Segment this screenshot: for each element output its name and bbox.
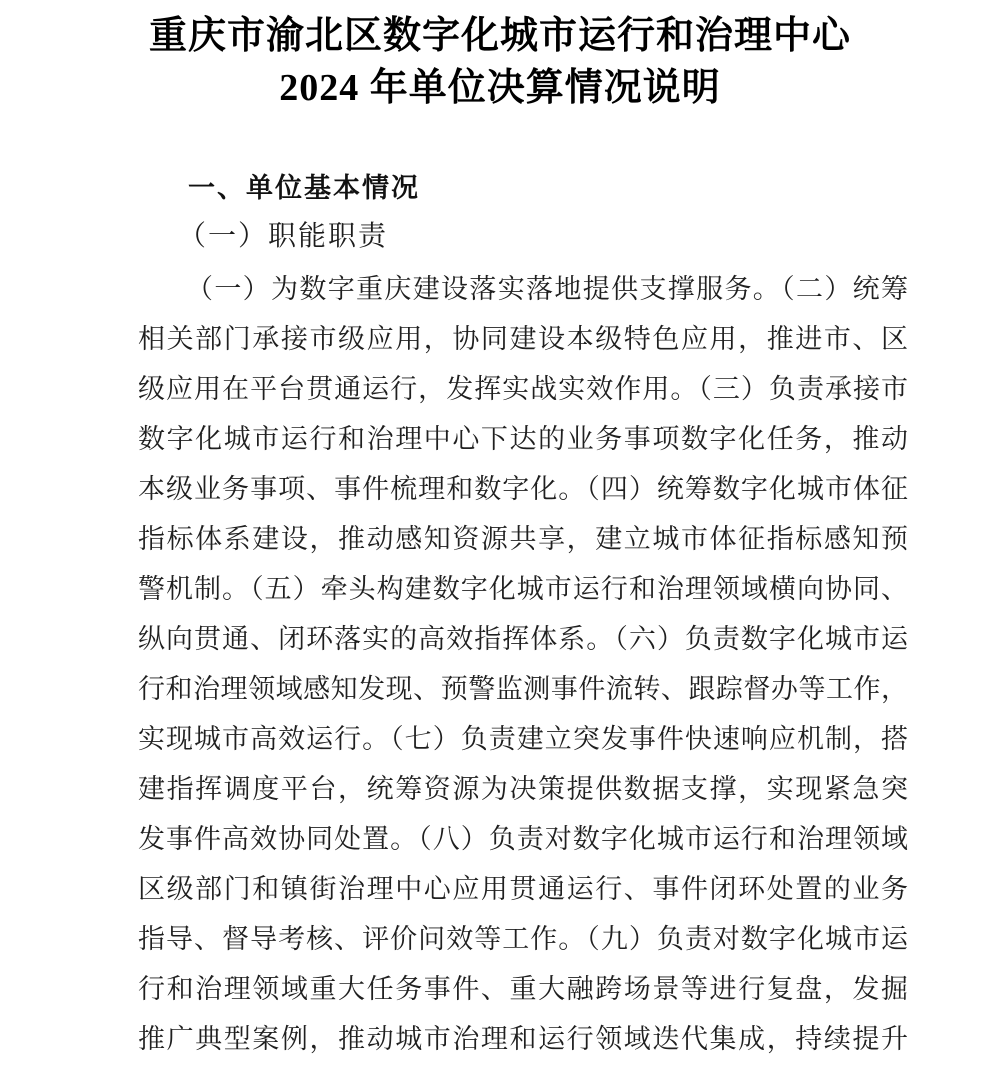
paragraph-line: 实现城市高效运行。（七）负责建立突发事件快速响应机制，搭 (138, 724, 908, 754)
document-title-line-2: 2024 年单位决算情况说明 (279, 67, 721, 109)
paragraph-line: 行和治理领域感知发现、预警监测事件流转、跟踪督办等工作， (138, 674, 908, 704)
document-title-line-1: 重庆市渝北区数字化城市运行和治理中心 (148, 15, 851, 57)
paragraph-line: 指标体系建设，推动感知资源共享，建立城市体征指标感知预 (138, 524, 908, 554)
document-body (138, 168, 908, 1064)
paragraph-line: 数字化城市运行和治理中心下达的业务事项数字化任务，推动 (138, 424, 908, 454)
subsection-heading-duties: （一）职能职责 (178, 221, 389, 252)
paragraph-line: 建指挥调度平台，统筹资源为决策提供数据支撑，实现紧急突 (138, 774, 908, 804)
paragraph-line: 级应用在平台贯通运行，发挥实战实效作用。（三）负责承接市 (138, 374, 908, 404)
paragraph-line: 发事件高效协同处置。（八）负责对数字化城市运行和治理领域 (138, 824, 908, 854)
duties-paragraph (138, 264, 908, 1064)
paragraph-line: 区级部门和镇街治理中心应用贯通运行、事件闭环处置的业务 (138, 874, 908, 904)
paragraph-line: 相关部门承接市级应用，协同建设本级特色应用，推进市、区 (138, 324, 908, 354)
paragraph-line: 指导、督导考核、评价问效等工作。（九）负责对数字化城市运 (138, 924, 908, 954)
paragraph-line: 纵向贯通、闭环落实的高效指挥体系。（六）负责数字化城市运 (138, 624, 908, 654)
paragraph-line: 警机制。（五）牵头构建数字化城市运行和治理领域横向协同、 (138, 574, 908, 604)
paragraph-line: （一）为数字重庆建设落实落地提供支撑服务。（二）统筹 (186, 274, 908, 304)
paragraph-line: 推广典型案例，推动城市治理和运行领域迭代集成，持续提升 (138, 1024, 908, 1054)
document-title (0, 10, 1000, 114)
paragraph-line: 行和治理领域重大任务事件、重大融跨场景等进行复盘，发掘 (138, 974, 908, 1004)
paragraph-line: 本级业务事项、事件梳理和数字化。（四）统筹数字化城市体征 (138, 474, 908, 504)
section-heading-basic-info: 一、单位基本情况 (188, 173, 420, 203)
